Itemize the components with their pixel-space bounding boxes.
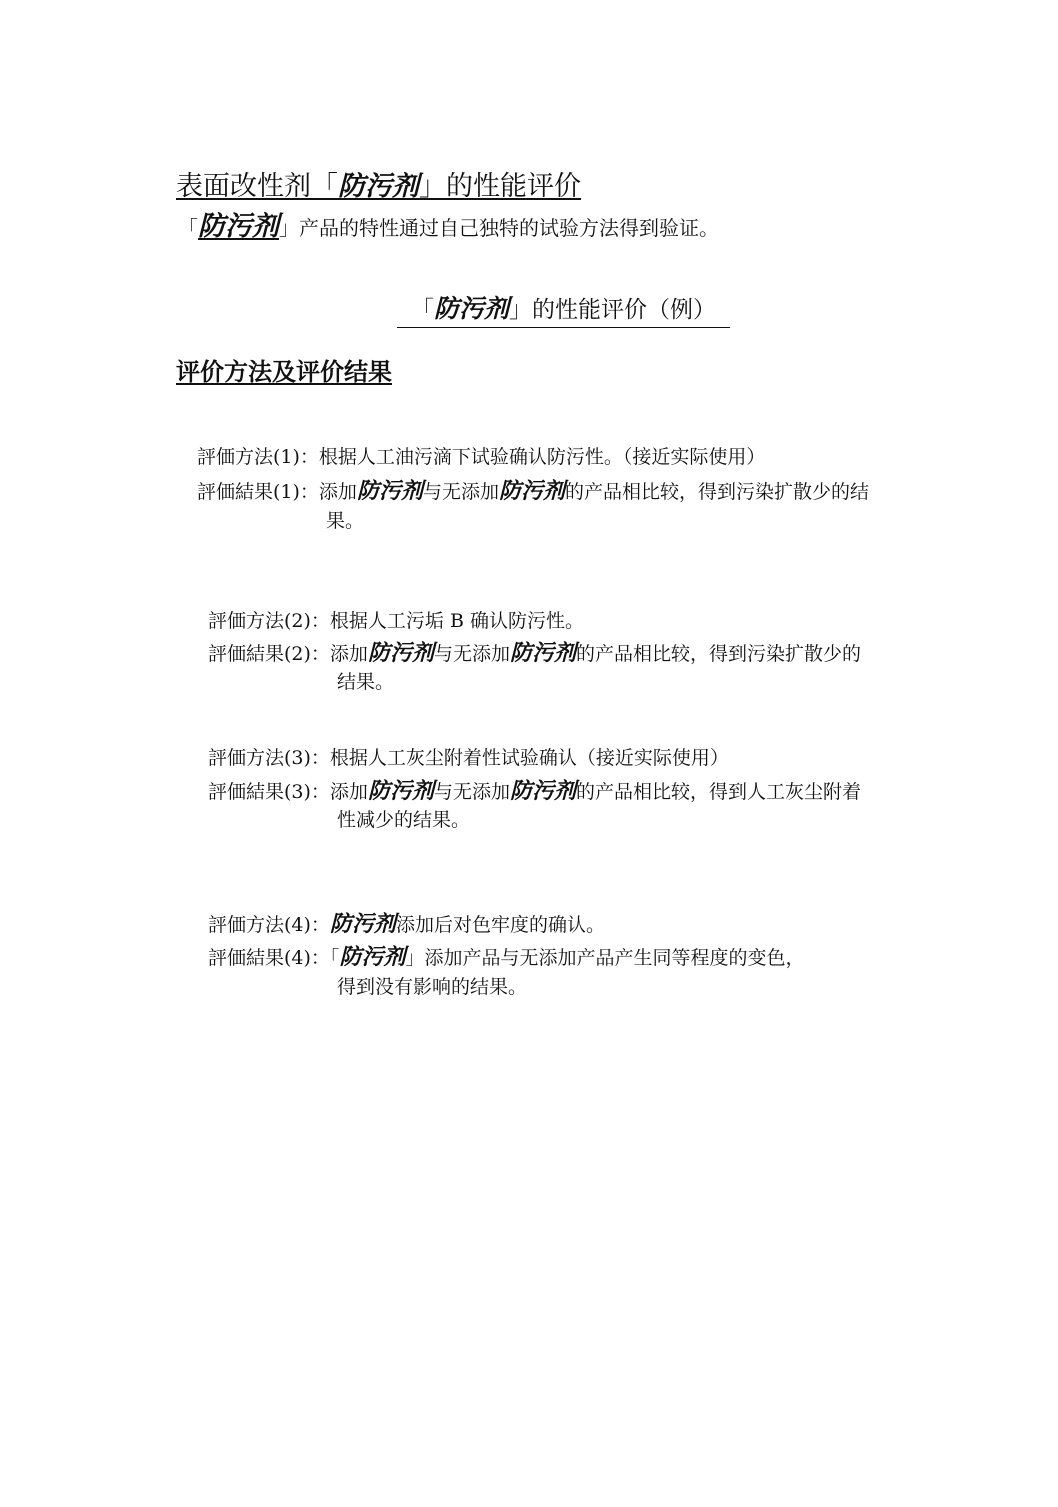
eval-2-result-mid: 与无添加	[433, 643, 510, 665]
eval-4-method	[208, 907, 605, 938]
eval-3-product-name-2: 防污剂	[509, 779, 576, 804]
eval-2-method-label: 評価方法(2)：	[208, 610, 330, 632]
eval-4-method-product-name: 防污剂	[329, 912, 396, 937]
eval-3-result-post: 的产品相比较，得到人工灰尘附着	[575, 781, 861, 803]
eval-3-result	[208, 774, 861, 805]
example-open-bracket: 「	[410, 297, 434, 323]
eval-4-result-text: 添加产品与无添加产品产生同等程度的变色，	[424, 947, 805, 969]
eval-3-result-label: 評価結果(3)：	[208, 781, 330, 803]
intro-close-bracket: 」	[279, 216, 299, 240]
eval-1-result-label: 評価結果(1)：	[197, 481, 319, 503]
eval-1-method-label: 評価方法(1)：	[197, 446, 319, 468]
eval-3-method-text: 根据人工灰尘附着性试验确认（接近实际使用）	[329, 747, 729, 769]
eval-4-result-label: 評価結果(4)：	[208, 947, 330, 969]
eval-4-result-product-name: 防污剂	[339, 945, 406, 970]
eval-4-result	[208, 940, 804, 971]
eval-3-method-label: 評価方法(3)：	[208, 747, 330, 769]
intro-product-name: 防污剂	[198, 211, 279, 242]
title-prefix: 表面改性剂「	[176, 171, 338, 202]
eval-4-method-text: 添加后对色牢度的确认。	[395, 914, 605, 936]
intro-text: 产品的特性通过自己独特的试验方法得到验证。	[299, 216, 719, 240]
eval-3-result-pre: 添加	[329, 781, 368, 803]
section-title: 评价方法及评价结果	[176, 357, 392, 386]
eval-4-close-bracket: 」	[405, 947, 425, 969]
page-title	[176, 164, 581, 203]
eval-2-result-label: 評価結果(2)：	[208, 643, 330, 665]
eval-1-result	[197, 474, 869, 505]
intro-line	[178, 204, 719, 243]
eval-4-open-bracket: 「	[329, 947, 340, 969]
eval-1-product-name-2: 防污剂	[498, 479, 565, 504]
eval-1-method	[197, 442, 765, 469]
example-title	[397, 289, 730, 328]
example-product-name: 防污剂	[433, 294, 509, 323]
eval-2-product-name-2: 防污剂	[509, 641, 576, 666]
eval-1-method-text: 根据人工油污滴下试验确认防污性。（接近实际使用）	[318, 446, 766, 468]
eval-4-method-label: 評価方法(4)：	[208, 914, 330, 936]
eval-2-method	[208, 606, 584, 633]
eval-1-result-pre: 添加	[318, 481, 357, 503]
eval-1-result-mid: 与无添加	[422, 481, 499, 503]
eval-3-product-name-1: 防污剂	[367, 779, 434, 804]
eval-2-result	[208, 636, 861, 667]
intro-open-bracket: 「	[178, 216, 198, 240]
eval-2-product-name-1: 防污剂	[367, 641, 434, 666]
title-suffix: 」的性能评价	[419, 171, 581, 202]
eval-3-result-cont: 性减少的结果。	[337, 809, 471, 831]
eval-2-method-text: 根据人工污垢 B 确认防污性。	[329, 610, 584, 632]
eval-4-result-cont: 得到没有影响的结果。	[337, 976, 528, 998]
eval-3-method	[208, 743, 729, 770]
eval-1-result-cont: 果。	[326, 510, 365, 532]
eval-1-result-post: 的产品相比较，得到污染扩散少的结	[564, 481, 869, 503]
example-title-rest: 」的性能评价（例）	[509, 297, 716, 323]
eval-1-product-name-1: 防污剂	[356, 479, 423, 504]
eval-3-result-mid: 与无添加	[433, 781, 510, 803]
title-product-name: 防污剂	[338, 171, 419, 202]
eval-2-result-cont: 结果。	[337, 671, 395, 693]
eval-2-result-post: 的产品相比较，得到污染扩散少的	[575, 643, 861, 665]
eval-2-result-pre: 添加	[329, 643, 368, 665]
